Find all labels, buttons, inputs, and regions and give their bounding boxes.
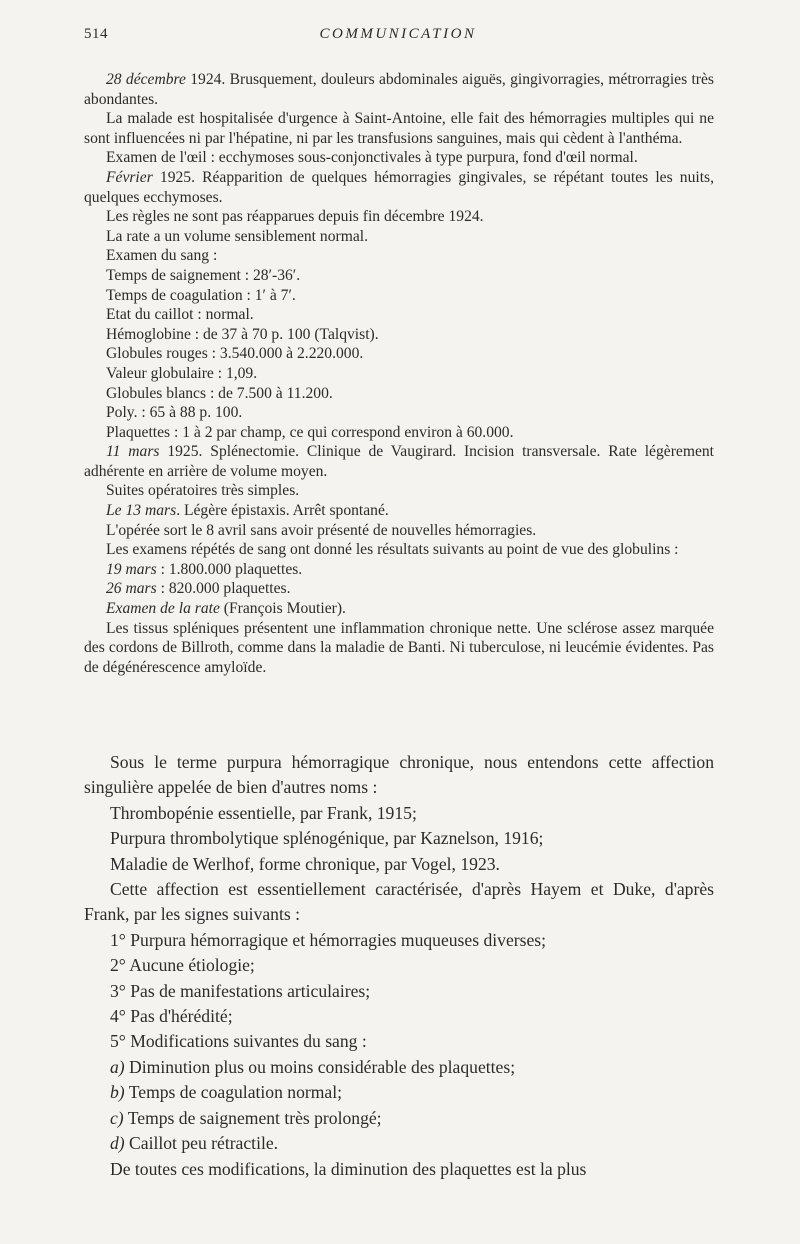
note-date: Février <box>106 168 153 186</box>
note-line: Temps de coagulation : 1′ à 7′. <box>106 286 296 304</box>
note-line: Les règles ne sont pas réapparues depuis fin décembre 1924. <box>106 208 484 226</box>
note-text: 1924. Brusquement, douleurs abdominales aiguës, gingivorragies, métrorragies très abondantes. <box>84 71 714 108</box>
body-line: De toutes ces modifications, la diminution des plaquettes est la plus <box>110 1158 587 1179</box>
note-text: . Légère épistaxis. Arrêt spontané. <box>176 502 389 520</box>
note-date: 11 mars <box>106 443 160 461</box>
sign-item: 2° Aucune étiologie; <box>110 955 255 976</box>
note-paragraph: La malade est hospitalisée d'urgence à Saint-Antoine, elle fait des hémorragies multiples qui ne sont influencées ni par l'hépatine, ni par les transfusions sanguines, mais qui cèdent à l'anthéma. <box>84 110 714 147</box>
note-date: Le 13 mars <box>106 502 177 520</box>
item-letter: a) <box>110 1056 125 1077</box>
note-paragraph <box>84 599 714 619</box>
note-paragraph <box>84 579 714 599</box>
running-title: COMMUNICATION <box>319 26 477 42</box>
item-text: Diminution plus ou moins considérable des plaquettes; <box>124 1056 516 1077</box>
note-line: Etat du caillot : normal. <box>106 306 254 324</box>
blood-item <box>84 1055 714 1080</box>
note-line: Globules blancs : de 7.500 à 11.200. <box>106 384 333 402</box>
item-letter: b) <box>110 1082 125 1103</box>
note-line: Hémoglobine : de 37 à 70 p. 100 (Talqvist). <box>106 325 379 343</box>
blood-item <box>84 1131 714 1156</box>
note-paragraph: Les examens répétés de sang ont donné les résultats suivants au point de vue des globulins : <box>106 541 679 559</box>
note-text: 1925. Réapparition de quelques hémorragies gingivales, se répétant toutes les nuits, quelques ecchymoses. <box>84 168 714 206</box>
sign-item: 4° Pas d'hérédité; <box>110 1006 233 1027</box>
item-text: Caillot peu rétractile. <box>124 1133 279 1154</box>
note-text: : 820.000 plaquettes. <box>156 580 291 598</box>
synonym-item: Thrombopénie essentielle, par Frank, 1915; <box>110 802 417 823</box>
note-paragraph <box>84 70 714 109</box>
note-date: 26 mars <box>106 580 157 598</box>
note-paragraph <box>84 442 714 481</box>
page-number: 514 <box>84 26 108 42</box>
body-paragraph: Cette affection est essentiellement caractérisée, d'après Hayem et Duke, d'après Frank, par les signes suivants : <box>84 879 714 925</box>
note-paragraph: Examen de l'œil : ecchymoses sous-conjonctivales à type purpura, fond d'œil normal. <box>106 149 638 167</box>
note-line: Temps de saignement : 28′-36′. <box>106 266 301 284</box>
note-paragraph <box>84 560 714 580</box>
note-date: 28 décembre <box>106 71 186 88</box>
item-text: Temps de saignement très prolongé; <box>123 1107 382 1128</box>
synonym-item: Maladie de Werlhof, forme chronique, par Vogel, 1923. <box>110 853 500 874</box>
note-text: (François Moutier). <box>219 600 346 618</box>
note-text: : 1.800.000 plaquettes. <box>156 560 303 578</box>
item-letter: d) <box>110 1133 125 1154</box>
note-line: La rate a un volume sensiblement normal. <box>106 227 368 245</box>
note-line: Examen du sang : <box>106 247 218 265</box>
main-text <box>84 750 714 1182</box>
note-paragraph: Suites opératoires très simples. <box>106 482 300 500</box>
item-text: Temps de coagulation normal; <box>124 1082 342 1103</box>
note-paragraph: Les tissus spléniques présentent une inflammation chronique nette. Une sclérose assez marquée des cordons de Billroth, comme dans la maladie de Banti. Ni tuberculose, ni leucémie évidentes. Pas de dégénérescence amyloïde. <box>84 619 714 676</box>
note-paragraph <box>84 168 714 207</box>
note-line: Globules rouges : 3.540.000 à 2.220.000. <box>106 345 364 363</box>
note-line: Poly. : 65 à 88 p. 100. <box>106 404 243 422</box>
case-notes <box>84 70 714 677</box>
sign-item: 3° Pas de manifestations articulaires; <box>110 980 371 1001</box>
note-paragraph: L'opérée sort le 8 avril sans avoir présenté de nouvelles hémorragies. <box>106 521 537 539</box>
blood-item <box>84 1106 714 1131</box>
note-text: 1925. Splénectomie. Clinique de Vaugirard. Incision transversale. Rate légèrement adhérente en arrière de volume moyen. <box>84 443 714 480</box>
note-date: 19 mars <box>106 560 157 578</box>
note-line: Plaquettes : 1 à 2 par champ, ce qui correspond environ à 60.000. <box>106 423 514 441</box>
sign-item: 1° Purpura hémorragique et hémorragies muqueuses diverses; <box>110 929 547 950</box>
body-paragraph: Sous le terme purpura hémorragique chronique, nous entendons cette affection singulière appelée de bien d'autres noms : <box>84 752 714 798</box>
sign-item: 5° Modifications suivantes du sang : <box>110 1031 367 1052</box>
note-label: Examen de la rate <box>106 600 220 618</box>
note-line: Valeur globulaire : 1,09. <box>106 364 258 382</box>
page-header <box>84 26 712 48</box>
item-letter: c) <box>110 1107 124 1128</box>
note-paragraph <box>84 501 714 521</box>
synonym-item: Purpura thrombolytique splénogénique, par Kaznelson, 1916; <box>110 828 544 849</box>
blood-item <box>84 1080 714 1105</box>
